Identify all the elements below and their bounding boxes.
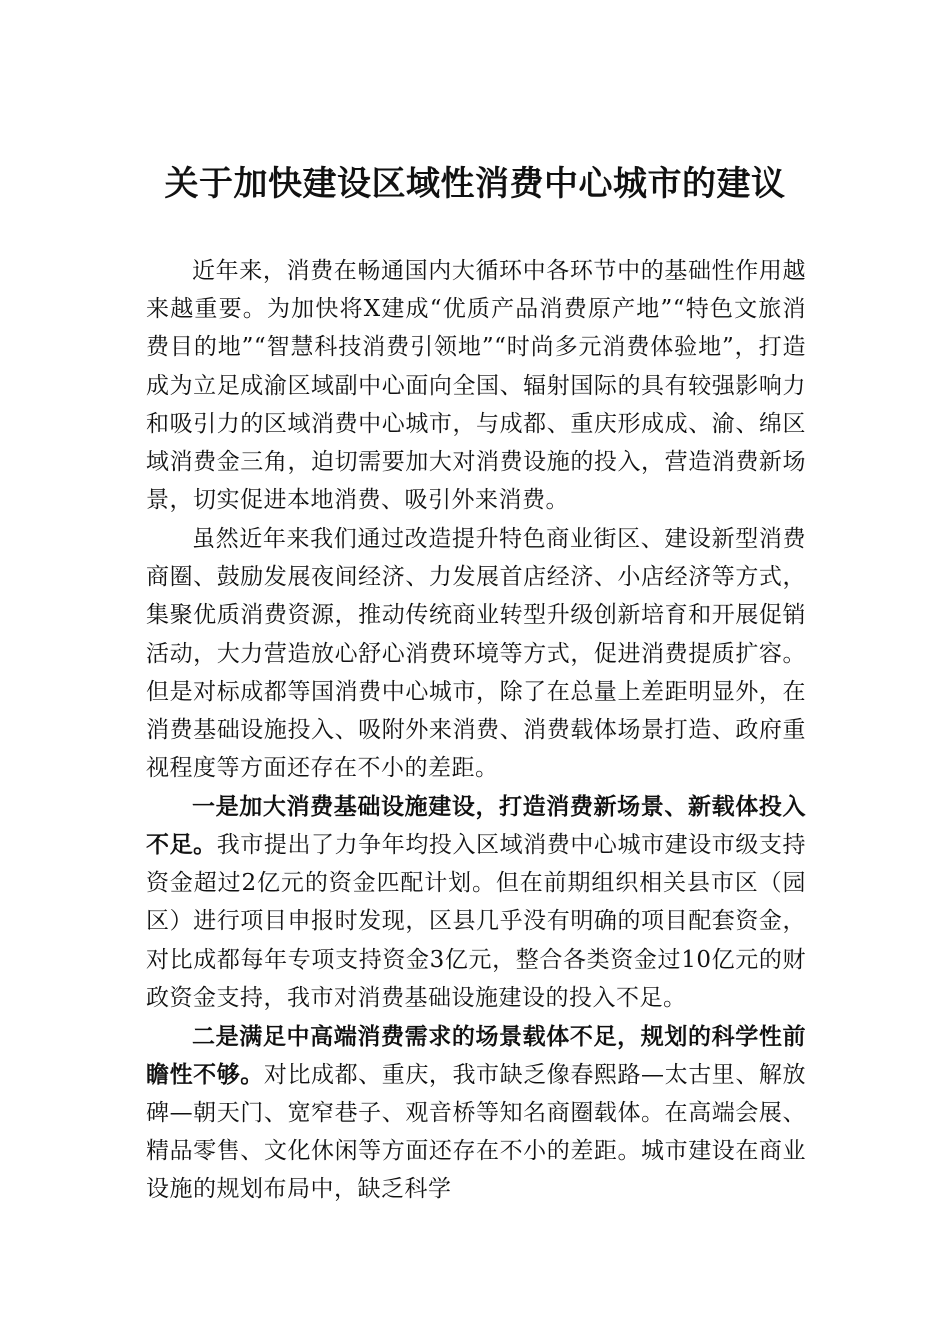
paragraph-text: 虽然近年来我们通过改造提升特色商业街区、建设新型消费商圈、鼓励发展夜间经济、力发展首店经济、小店经济等方式，集聚优质消费资源，推动传统商业转型升级创新培育和开展促销活动，大力营造放心舒心消费环境等方式，促进消费提质扩容。但是对标成都等国消费中心城市，除了在总量上差距明显外，在消费基础设施投入、吸附外来消费、消费载体场景打造、政府重视程度等方面还存在不小的差距。 [146,525,806,782]
document-body [146,252,806,1209]
paragraph-text: 近年来，消费在畅通国内大循环中各环节中的基础性作用越来越重要。为加快将X建成“优质产品消费原产地”“特色文旅消费目的地”“智慧科技消费引领地”“时尚多元消费体验地”，打造成为立足成渝区域副中心面向全国、辐射国际的具有较强影响力和吸引力的区域消费中心城市，与成都、重庆形成成、渝、绵区域消费金三角，迫切需要加大对消费设施的投入，营造消费新场景，切实促进本地消费、吸引外来消费。 [146,258,806,514]
paragraph-lead-bold: 一是加大消费基础设施建设，打造消费新场景、新载体投入不足。 [146,792,806,859]
paragraph-text: 我市提出了力争年均投入区域消费中心城市建设市级支持资金超过2亿元的资金匹配计划。但在前期组织相关县市区（园区）进行项目申报时发现，区县几乎没有明确的项目配套资金，对比成都每年专项支持资金3亿元，整合各类资金过10亿元的财政资金支持，我市对消费基础设施建设的投入不足。 [146,832,807,1011]
paragraph-intro [146,252,806,519]
document-title: 关于加快建设区域性消费中心城市的建议 [164,164,786,204]
paragraph-issue-one [146,788,806,1017]
paragraph-lead-bold: 二是满足中高端消费需求的场景载体不足，规划的科学性前瞻性不够。 [146,1022,806,1088]
paragraph-background [146,520,806,787]
paragraph-text: 对比成都、重庆，我市缺乏像春熙路—太古里、解放碑—朝天门、宽窄巷子、观音桥等知名商圈载体。在高端会展、精品零售、文化休闲等方面还存在不小的差距。城市建设在商业设施的规划布局中，缺乏科学 [146,1061,807,1203]
paragraph-issue-two [146,1018,806,1209]
